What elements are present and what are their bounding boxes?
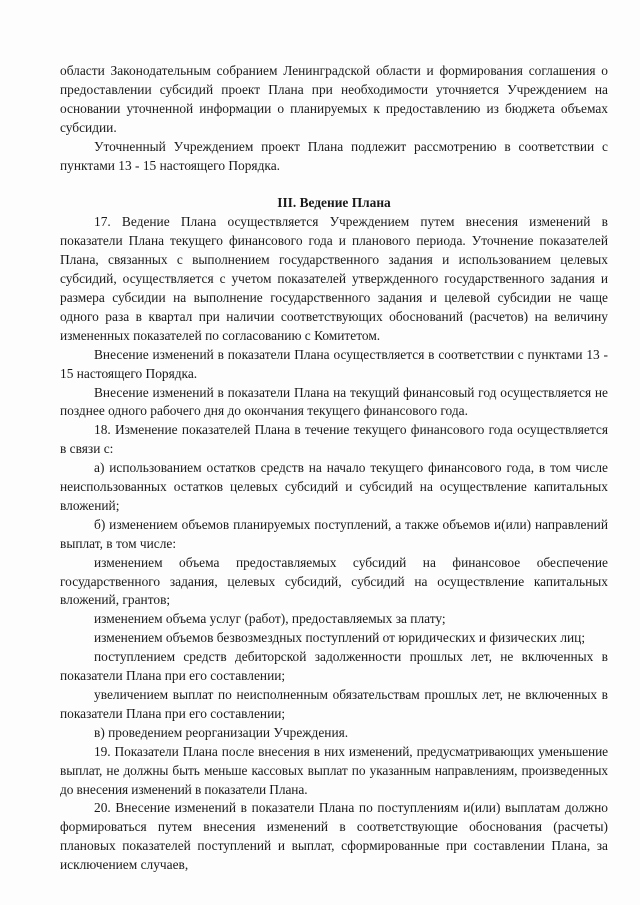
paragraph-19: 19. Показатели Плана после внесения в них изменений, предусматривающих уменьшение выплат, не должны быть меньше кассовых выплат по указанным направлениям, произведенных до внесения изменений в показатели Плана. (60, 743, 608, 797)
paragraph-18-b-obligations: увеличением выплат по неисполненным обязательствам прошлых лет, не включенных в показатели Плана при его составлении; (60, 687, 608, 721)
paragraph-18-a: а) использованием остатков средств на начало текущего финансового года, в том числе неиспользованных остатков целевых субсидий и субсидий на осуществление капитальных вложений; (60, 460, 608, 513)
paragraph-18-v: в) проведением реорганизации Учреждения. (94, 724, 349, 740)
paragraph-changes-deadline: Внесение изменений в показатели Плана на текущий финансовый год осуществляется не позднее одного рабочего дня до окончания текущего финансового года. (60, 384, 608, 419)
paragraph-intro-continuation: области Законодательным собранием Ленинградской области и формирования соглашения о предоставлении субсидий проект Плана при необходимости уточняется Учреждением на основании уточненной информации о планируемых к предоставлению из бюджета объемах субсидии. (60, 63, 608, 135)
paragraph-refined-draft: Уточненный Учреждением проект Плана подлежит рассмотрению в соответствии с пунктами 13 - 15 настоящего Порядка. (60, 138, 608, 173)
section-heading: III. Ведение Плана (277, 195, 391, 211)
paragraph-18-b: б) изменением объемов планируемых поступлений, а также объемов и(или) направлений выплат, в том числе: (60, 516, 608, 551)
paragraph-18: 18. Изменение показателей Плана в течение текущего финансового года осуществляется в связи с: (60, 422, 608, 457)
paragraph-20: 20. Внесение изменений в показатели Плана по поступлениям и(или) выплатам должно формироваться путем внесения изменений в соответствующие обоснования (расчеты) плановых показателей поступлений и выплат, сформированные при составлении Плана, за исключением случаев, (60, 800, 608, 873)
document-body (60, 62, 608, 875)
paragraph-18-b-services: изменением объема услуг (работ), предоставляемых за плату; (94, 611, 446, 627)
paragraph-17: 17. Ведение Плана осуществляется Учреждением путем внесения изменений в показатели Плана текущего финансового года и планового периода. Уточнение показателей Плана, связанных с выполнением государственного задания и использованием целевых субсидий, осуществляется с учетом показателей утвержденного государственного задания и размера субсидии на выполнение государственного задания и целевой субсидии не чаще одного раза в квартал при наличии соответствующих обоснований (расчетов) на величину измененных показателей по согласованию с Комитетом. (60, 214, 608, 343)
paragraph-18-b-receivables: поступлением средств дебиторской задолженности прошлых лет, не включенных в показатели Плана при его составлении; (60, 649, 608, 684)
paragraph-18-b-subsidies: изменением объема предоставляемых субсидий на финансовое обеспечение государственного задания, целевых субсидий, субсидий на осуществление капитальных вложений, грантов; (60, 554, 608, 608)
paragraph-18-b-donations: изменением объемов безвозмездных поступлений от юридических и физических лиц; (94, 630, 586, 646)
paragraph-changes-procedure: Внесение изменений в показатели Плана осуществляется в соответствии с пунктами 13 - 15 настоящего Порядка. (60, 346, 608, 381)
